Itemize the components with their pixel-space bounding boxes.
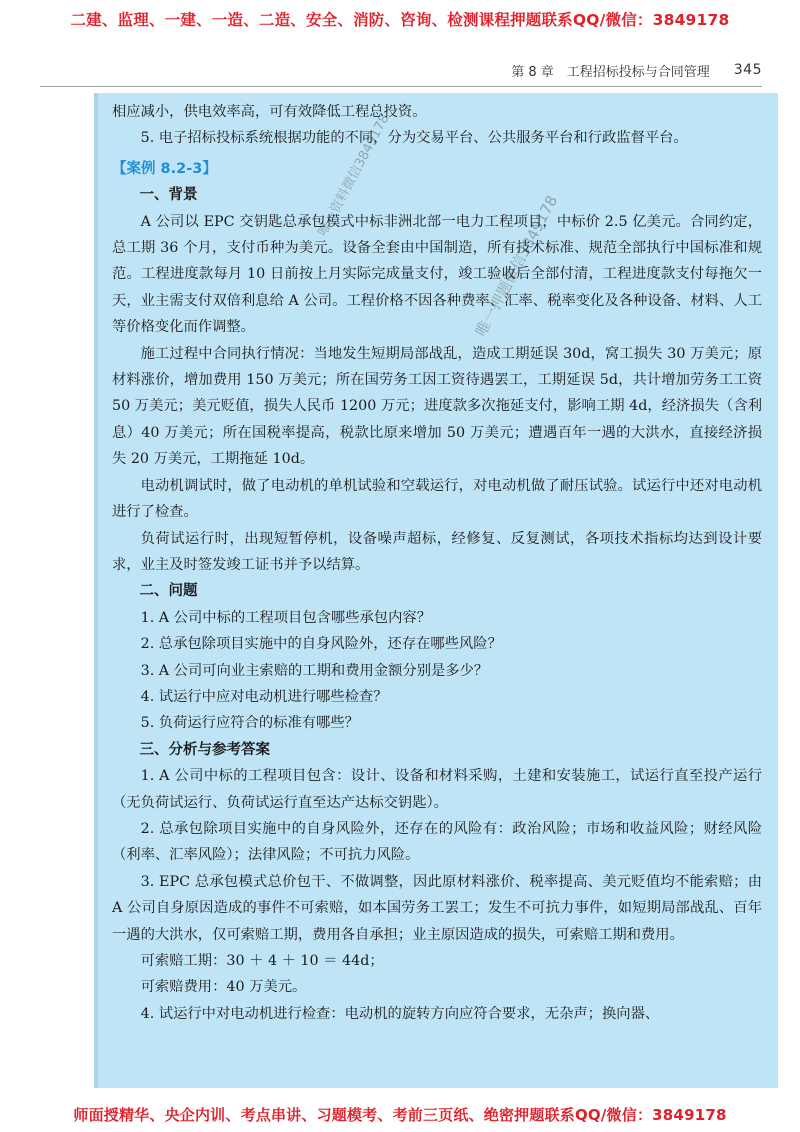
heading-background: 一、背景 bbox=[139, 187, 198, 204]
watermark-stamp: 唯一押题微信3849178 bbox=[471, 192, 562, 340]
question-item: 2. 总承包除项目实施中的自身风险外，还存在哪些风险？ bbox=[140, 636, 502, 653]
header-rule bbox=[40, 86, 762, 87]
intro-paragraph-1: 相应减小，供电效率高，可有效降低工程总投资。 bbox=[112, 104, 427, 120]
answer-paragraph-4: 4. 试运行中对电动机进行检查：电动机的旋转方向应符合要求，无杂声；换向器、 bbox=[140, 1005, 660, 1022]
top-contact-banner: 二建、监理、一建、一造、二造、安全、消防、咨询、检测课程押题联系QQ/微信：3849178 bbox=[70, 11, 730, 29]
answer-paragraph-1: 1. A 公司中标的工程项目包含：设计、设备和材料采购，土建和安装施工，试运行直至投产运行（无负荷试运行、负荷试运行直至达产达标交钥匙）。 bbox=[112, 768, 762, 811]
question-item: 5. 负荷运行应符合的标准有哪些？ bbox=[140, 715, 359, 732]
chapter-title: 第 8 章 工程招标投标与合同管理 bbox=[511, 64, 710, 80]
heading-answers: 三、分析与参考答案 bbox=[139, 741, 271, 758]
background-paragraph-3: 电动机调试时，做了电动机的单机试验和空载运行，对电动机做了耐压试验。试运行中还对电动机进行了检查。 bbox=[112, 477, 762, 521]
running-head bbox=[400, 58, 762, 82]
content-panel bbox=[94, 93, 778, 1088]
answer-paragraph-2: 2. 总承包除项目实施中的自身风险外，还存在的风险有：政治风险；市场和收益风险；财经风险（利率、汇率风险）；法律风险；不可抗力风险。 bbox=[112, 820, 762, 864]
page-number: 345 bbox=[733, 62, 762, 78]
bottom-contact-banner: 师面授精华、央企内训、考点串讲、习题模考、考前三页纸、绝密押题联系QQ/微信：3849178 bbox=[73, 1106, 727, 1124]
background-paragraph-4: 负荷试运行时，出现短暂停机，设备噪声超标，经修复、反复测试，各项技术指标均达到设计要求，业主及时签发竣工证书并予以结算。 bbox=[112, 530, 762, 573]
background-paragraph-2: 施工过程中合同执行情况：当地发生短期局部战乱，造成工期延误 30d，窝工损失 30 万美元；原材料涨价，增加费用 150 万美元；所在国劳务工因工资待遇罢工，工期延误 5d，共计增加劳务工工资 50 万美元；美元贬值，损失人民币 1200 万元；进度款多次拖延支付，影响工期 4d，经济损失（含利息）40 万美元；所在国税率提高，税款比原来增加 50 万美元；遭遇百年一遇的大洪水，直接经济损失 20 万美元，工期拖延 10d。 bbox=[112, 345, 762, 468]
question-item: 4. 试运行中应对电动机进行哪些检查？ bbox=[140, 688, 388, 705]
case-title: 【案例 8.2-3】 bbox=[112, 160, 217, 177]
background-paragraph-1: A 公司以 EPC 交钥匙总承包模式中标非洲北部一电力工程项目，中标价 2.5 亿美元。合同约定，总工期 36 个月，支付币种为美元。设备全套由中国制造，所有技术标准、规范全部执行中国标准和规范。工程进度款每月 10 日前按上月实际完成量支付，竣工验收后全部付清，工程进度款支付每拖欠一天，业主需支付双倍利息给 A 公司。工程价格不因各种费率、汇率、税率变化及各种设备、材料、人工等价格变化而作调整。 bbox=[112, 213, 762, 336]
watermark-stamp: 唯一资料微信3849178 bbox=[315, 111, 393, 239]
claim-days-line: 可索赔工期：30 ＋ 4 ＋ 10 ＝ 44d； bbox=[140, 953, 384, 969]
heading-questions: 二、问题 bbox=[139, 583, 198, 600]
question-item: 3. A 公司可向业主索赔的工期和费用金额分别是多少？ bbox=[140, 662, 489, 679]
intro-paragraph-2: 5. 电子招标投标系统根据功能的不同，分为交易平台、公共服务平台和行政监督平台。 bbox=[140, 130, 688, 147]
answer-paragraph-3: 3. EPC 总承包模式总价包干、不做调整，因此原材料涨价、税率提高、美元贬值均不能索赔；由 A 公司自身原因造成的事件不可索赔，如本国劳务工罢工；发生不可抗力事件，如短期局部战乱、百年一遇的大洪水，仅可索赔工期，费用各自承担；业主原因造成的损失，可索赔工期和费用。 bbox=[112, 873, 762, 943]
question-item: 1. A 公司中标的工程项目包含哪些承包内容？ bbox=[140, 609, 431, 626]
claim-cost-line: 可索赔费用：40 万美元。 bbox=[140, 979, 307, 996]
